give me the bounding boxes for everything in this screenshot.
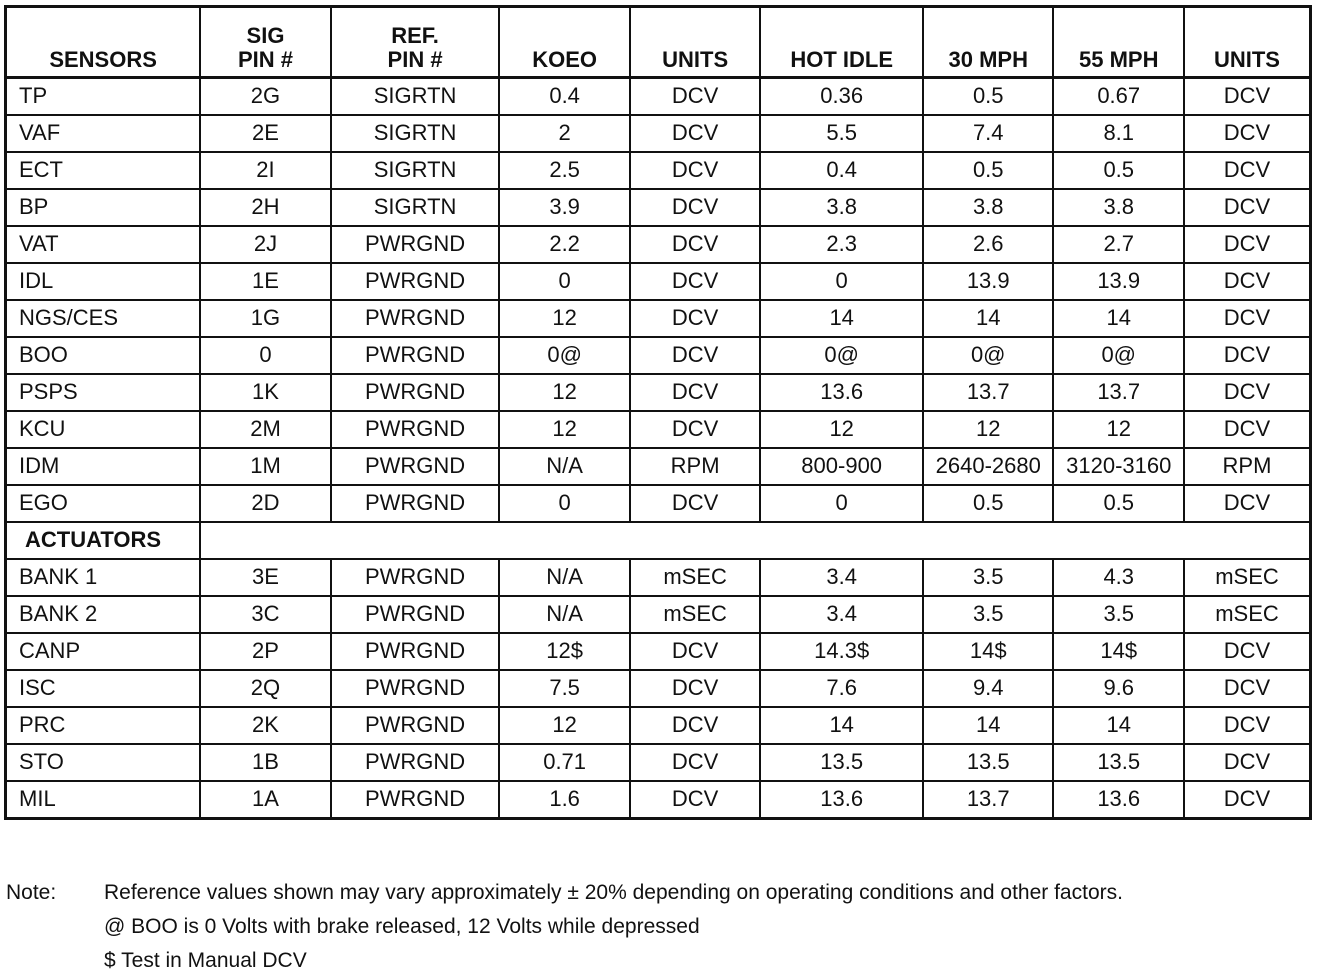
table-cell: 3.4 <box>760 559 923 596</box>
row-label-cell: BANK 1 <box>6 559 201 596</box>
table-cell: N/A <box>499 559 630 596</box>
table-cell: 3E <box>200 559 331 596</box>
table-cell: 12 <box>1053 411 1184 448</box>
row-label-cell: IDL <box>6 263 201 300</box>
table-cell: 3.5 <box>1053 596 1184 633</box>
row-label-cell: BOO <box>6 337 201 374</box>
table-cell: 3.5 <box>923 559 1054 596</box>
table-cell: 2G <box>200 78 331 116</box>
table-cell: DCV <box>630 744 761 781</box>
table-cell: 5.5 <box>760 115 923 152</box>
table-row <box>6 485 1311 522</box>
table-cell: DCV <box>1184 633 1311 670</box>
table-cell: 14$ <box>923 633 1054 670</box>
table-cell: 3.9 <box>499 189 630 226</box>
table-cell: 2E <box>200 115 331 152</box>
table-cell: 13.7 <box>923 374 1054 411</box>
header-row <box>6 7 1311 78</box>
table-cell: DCV <box>1184 115 1311 152</box>
table-cell: 2Q <box>200 670 331 707</box>
table-cell: 0.5 <box>923 78 1054 116</box>
column-header <box>331 7 500 78</box>
table-cell: 0.5 <box>1053 485 1184 522</box>
row-label-cell: ECT <box>6 152 201 189</box>
table-cell: 1M <box>200 448 331 485</box>
table-cell: DCV <box>630 337 761 374</box>
table-cell: 3.8 <box>923 189 1054 226</box>
table-cell: 7.5 <box>499 670 630 707</box>
table-cell: PWRGND <box>331 300 500 337</box>
table-cell: 1E <box>200 263 331 300</box>
notes-block <box>6 876 1322 978</box>
table-cell: 2J <box>200 226 331 263</box>
table-cell: DCV <box>1184 411 1311 448</box>
table-cell: 0 <box>200 337 331 374</box>
column-header-line: UNITS <box>662 46 729 72</box>
table-cell: 3.4 <box>760 596 923 633</box>
table-row <box>6 707 1311 744</box>
column-header-line: KOEO <box>532 46 598 72</box>
column-header <box>499 7 630 78</box>
table-cell: 12 <box>499 707 630 744</box>
table-row <box>6 226 1311 263</box>
table-cell: mSEC <box>1184 596 1311 633</box>
table-cell: N/A <box>499 448 630 485</box>
table-row <box>6 744 1311 781</box>
table-cell: 1.6 <box>499 781 630 819</box>
table-cell: 14 <box>760 300 923 337</box>
table-cell: DCV <box>630 226 761 263</box>
row-label-cell: PSPS <box>6 374 201 411</box>
row-label-cell: BP <box>6 189 201 226</box>
table-cell: 13.5 <box>1053 744 1184 781</box>
table-cell: 2K <box>200 707 331 744</box>
table-cell: 3.8 <box>1053 189 1184 226</box>
table-row <box>6 559 1311 596</box>
table-cell: DCV <box>630 670 761 707</box>
note-line <box>6 876 1322 910</box>
table-row <box>6 633 1311 670</box>
table-cell: mSEC <box>630 559 761 596</box>
table-cell: 14 <box>1053 707 1184 744</box>
row-label-cell: MIL <box>6 781 201 819</box>
table-cell: DCV <box>1184 189 1311 226</box>
table-cell: 800-900 <box>760 448 923 485</box>
table-cell: 12 <box>499 411 630 448</box>
table-cell: DCV <box>1184 374 1311 411</box>
table-cell: PWRGND <box>331 337 500 374</box>
table-cell: 14$ <box>1053 633 1184 670</box>
table-row <box>6 189 1311 226</box>
table-cell: 0.5 <box>923 152 1054 189</box>
table-cell: 13.9 <box>1053 263 1184 300</box>
column-header-line: REF. <box>391 22 439 48</box>
table-cell: 2P <box>200 633 331 670</box>
column-header-line: 55 MPH <box>1078 46 1159 72</box>
table-cell: 1B <box>200 744 331 781</box>
table-cell: 0 <box>499 485 630 522</box>
table-cell: PWRGND <box>331 263 500 300</box>
table-cell: DCV <box>1184 337 1311 374</box>
table-cell: 2H <box>200 189 331 226</box>
table-cell: 13.7 <box>923 781 1054 819</box>
column-header <box>923 7 1054 78</box>
table-cell: 2.2 <box>499 226 630 263</box>
table-cell: DCV <box>1184 485 1311 522</box>
table-cell: PWRGND <box>331 633 500 670</box>
table-cell: 12 <box>499 300 630 337</box>
table-cell: 12$ <box>499 633 630 670</box>
row-label-cell: STO <box>6 744 201 781</box>
table-cell: DCV <box>630 300 761 337</box>
table-cell: RPM <box>630 448 761 485</box>
table-cell: PWRGND <box>331 596 500 633</box>
table-cell: PWRGND <box>331 707 500 744</box>
table-cell: 3120-3160 <box>1053 448 1184 485</box>
table-cell: 0.71 <box>499 744 630 781</box>
table-row <box>6 596 1311 633</box>
table-cell: SIGRTN <box>331 115 500 152</box>
table-cell: DCV <box>1184 707 1311 744</box>
table-cell: 2640-2680 <box>923 448 1054 485</box>
table-cell: DCV <box>1184 78 1311 116</box>
table-cell: DCV <box>630 633 761 670</box>
row-label-cell: IDM <box>6 448 201 485</box>
note-line <box>6 910 1322 944</box>
row-label-cell: ISC <box>6 670 201 707</box>
column-header-line: SENSORS <box>49 46 157 72</box>
table-cell: 4.3 <box>1053 559 1184 596</box>
table-cell: PWRGND <box>331 744 500 781</box>
row-label-cell: VAT <box>6 226 201 263</box>
table-cell: 0 <box>760 263 923 300</box>
column-header <box>1053 7 1184 78</box>
table-cell: DCV <box>630 189 761 226</box>
column-header <box>760 7 923 78</box>
note-text: $ Test in Manual DCV <box>104 949 307 972</box>
table-cell: PWRGND <box>331 226 500 263</box>
table-row <box>6 263 1311 300</box>
table-cell: 3.5 <box>923 596 1054 633</box>
column-header <box>6 7 201 78</box>
table-cell: 14 <box>1053 300 1184 337</box>
table-cell: PWRGND <box>331 374 500 411</box>
table-cell: 2I <box>200 152 331 189</box>
table-cell: RPM <box>1184 448 1311 485</box>
table-cell: mSEC <box>630 596 761 633</box>
table-row <box>6 152 1311 189</box>
table-row <box>6 115 1311 152</box>
table-cell: 7.4 <box>923 115 1054 152</box>
table-cell: DCV <box>1184 781 1311 819</box>
table-cell: 2.7 <box>1053 226 1184 263</box>
table-cell: DCV <box>630 115 761 152</box>
note-text: Reference values shown may vary approximately ± 20% depending on operating conditions and other factors. <box>104 881 1123 904</box>
table-cell: 0.5 <box>923 485 1054 522</box>
table-row <box>6 411 1311 448</box>
table-cell: DCV <box>1184 300 1311 337</box>
section-blank-cell <box>200 522 1310 559</box>
table-cell: DCV <box>1184 263 1311 300</box>
table-cell: DCV <box>630 374 761 411</box>
table-cell: PWRGND <box>331 781 500 819</box>
table-cell: 13.6 <box>760 374 923 411</box>
table-cell: 9.4 <box>923 670 1054 707</box>
table-cell: 14.3$ <box>760 633 923 670</box>
table-cell: 13.6 <box>1053 781 1184 819</box>
table-cell: 2D <box>200 485 331 522</box>
table-cell: 1G <box>200 300 331 337</box>
table-cell: mSEC <box>1184 559 1311 596</box>
table-cell: 3.8 <box>760 189 923 226</box>
table-cell: 0@ <box>1053 337 1184 374</box>
reference-values-table <box>4 5 1312 820</box>
row-label-cell: CANP <box>6 633 201 670</box>
table-cell: 0@ <box>499 337 630 374</box>
table-cell: 0.5 <box>1053 152 1184 189</box>
table-cell: 13.9 <box>923 263 1054 300</box>
table-cell: DCV <box>1184 744 1311 781</box>
table-cell: PWRGND <box>331 559 500 596</box>
table-row <box>6 78 1311 116</box>
table-cell: 1K <box>200 374 331 411</box>
table-cell: 2.5 <box>499 152 630 189</box>
table-cell: 14 <box>923 707 1054 744</box>
table-cell: DCV <box>630 485 761 522</box>
note-label: Note: <box>6 881 57 904</box>
table-cell: 13.5 <box>760 744 923 781</box>
column-header-line: UNITS <box>1213 46 1280 72</box>
table-cell: DCV <box>630 781 761 819</box>
table-cell: SIGRTN <box>331 189 500 226</box>
table-cell: DCV <box>1184 226 1311 263</box>
table-row <box>6 670 1311 707</box>
table-cell: 0 <box>760 485 923 522</box>
table-cell: 12 <box>499 374 630 411</box>
table-cell: 2 <box>499 115 630 152</box>
table-cell: PWRGND <box>331 485 500 522</box>
table-cell: DCV <box>630 707 761 744</box>
table-cell: 14 <box>760 707 923 744</box>
table-cell: 8.1 <box>1053 115 1184 152</box>
table-cell: 0 <box>499 263 630 300</box>
column-header-line: PIN # <box>237 46 293 72</box>
table-cell: 2M <box>200 411 331 448</box>
table-cell: 0.36 <box>760 78 923 116</box>
table-cell: 13.7 <box>1053 374 1184 411</box>
row-label-cell: KCU <box>6 411 201 448</box>
table-cell: PWRGND <box>331 411 500 448</box>
column-header-line: PIN # <box>387 46 443 72</box>
table-cell: 0@ <box>923 337 1054 374</box>
table-cell: DCV <box>630 263 761 300</box>
table-cell: 12 <box>760 411 923 448</box>
table-cell: 13.5 <box>923 744 1054 781</box>
table-row <box>6 448 1311 485</box>
table-cell: PWRGND <box>331 670 500 707</box>
table-cell: 0.4 <box>499 78 630 116</box>
note-text: @ BOO is 0 Volts with brake released, 12 Volts while depressed <box>104 915 700 938</box>
row-label-cell: TP <box>6 78 201 116</box>
table-cell: PWRGND <box>331 448 500 485</box>
table-cell: DCV <box>630 411 761 448</box>
table-cell: 12 <box>923 411 1054 448</box>
table-cell: 0@ <box>760 337 923 374</box>
table-row <box>6 781 1311 819</box>
table-body <box>6 78 1311 819</box>
table-cell: N/A <box>499 596 630 633</box>
table-cell: DCV <box>1184 670 1311 707</box>
row-label-cell: VAF <box>6 115 201 152</box>
table-row <box>6 337 1311 374</box>
section-header-row <box>6 522 1311 559</box>
column-header <box>630 7 761 78</box>
row-label-cell: BANK 2 <box>6 596 201 633</box>
column-header <box>1184 7 1311 78</box>
table-cell: 13.6 <box>760 781 923 819</box>
table-cell: 1A <box>200 781 331 819</box>
row-label-cell: PRC <box>6 707 201 744</box>
row-label-cell: NGS/CES <box>6 300 201 337</box>
table-cell: 7.6 <box>760 670 923 707</box>
column-header <box>200 7 331 78</box>
table-cell: 9.6 <box>1053 670 1184 707</box>
column-header-line: SIG <box>246 22 285 48</box>
table-cell: 0.4 <box>760 152 923 189</box>
table-cell: DCV <box>630 78 761 116</box>
row-label-cell: EGO <box>6 485 201 522</box>
note-line <box>6 944 1322 978</box>
table-cell: DCV <box>630 152 761 189</box>
table-cell: 0.67 <box>1053 78 1184 116</box>
table-cell: 14 <box>923 300 1054 337</box>
table-cell: DCV <box>1184 152 1311 189</box>
table-cell: SIGRTN <box>331 152 500 189</box>
section-title: ACTUATORS <box>6 522 201 559</box>
table-cell: 2.3 <box>760 226 923 263</box>
table-cell: SIGRTN <box>331 78 500 116</box>
column-header-line: HOT IDLE <box>790 46 894 72</box>
table-row <box>6 300 1311 337</box>
table-row <box>6 374 1311 411</box>
column-header-line: 30 MPH <box>948 46 1028 72</box>
table-cell: 2.6 <box>923 226 1054 263</box>
table-cell: 3C <box>200 596 331 633</box>
